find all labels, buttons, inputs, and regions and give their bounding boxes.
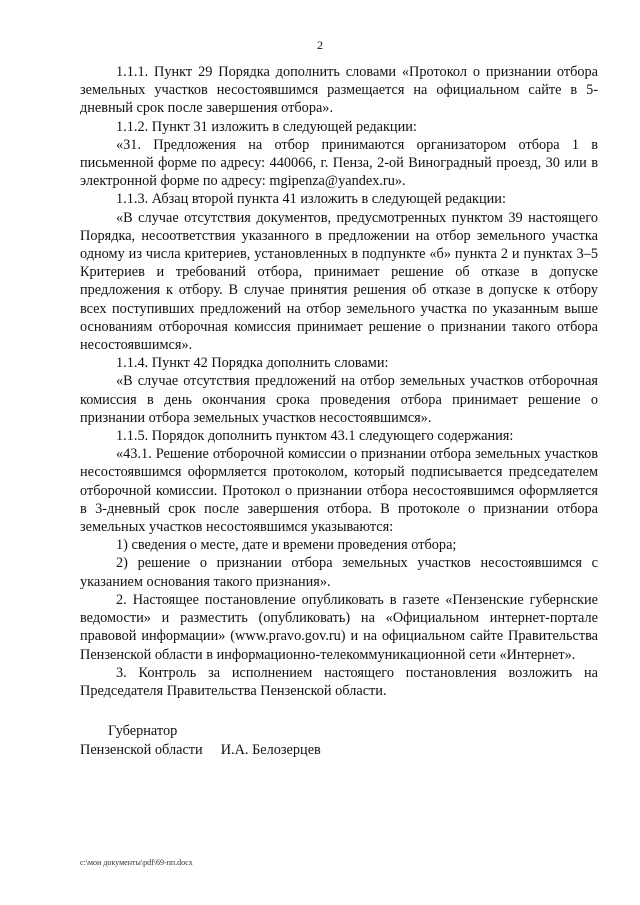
paragraph-point-43-1: «43.1. Решение отборочной комиссии о признании отбора земельных участков несостоявшимся оформляется протоколом, который подписывается председателем отборочной комиссии. Протокол о признании отбора несостоявшимся оформляется в 3-дневный срок после завершения отбора. В протоколе о признании отбора земельных участков несостоявшимся указываются: bbox=[80, 446, 598, 536]
signature-title-line2: Пензенской области bbox=[80, 742, 203, 758]
paragraph-point-41: «В случае отсутствия документов, предусмотренных пунктом 39 настоящего Порядка, несоответствия указанного в предложении на отбор земельного участка одному из числа критериев, установленных в подпункте «б» пункта 2 и пунктах 3–5 Критериев и требований отбора, принимает решение об отказе в допуске предложения к отбору. В случае принятия решения об отказе в допуске к отбору всех поступивших предложений на отбор земельного участка по указанным выше основаниям отборочная комиссия принимает решение о признании такого отбора несостоявшимся». bbox=[80, 209, 598, 354]
paragraph-1-1-3: 1.1.3. Абзац второй пункта 41 изложить в следующей редакции: bbox=[116, 191, 506, 208]
document-body bbox=[80, 63, 598, 700]
signature-line2 bbox=[80, 741, 560, 760]
paragraph-point-42: «В случае отсутствия предложений на отбор земельных участков отборочная комиссия в день окончания срока проведения отбора принимает решение о признании отбора земельных участков несостоявшимся». bbox=[80, 373, 598, 426]
page-number: 2 bbox=[317, 38, 323, 52]
paragraph-1-1-5: 1.1.5. Порядок дополнить пунктом 43.1 следующего содержания: bbox=[116, 428, 514, 445]
paragraph-list-item-1: 1) сведения о месте, дате и времени проведения отбора; bbox=[116, 537, 457, 554]
paragraph-1-1-4: 1.1.4. Пункт 42 Порядка дополнить словами: bbox=[116, 355, 389, 372]
signature-block bbox=[80, 722, 560, 760]
paragraph-2-publication: 2. Настоящее постановление опубликовать в газете «Пензенские губернские ведомости» и разместить (опубликовать) на «Официальном интернет-портале правовой информации» (www.pravo.gov.ru) и на официальном сайте Правительства Пензенской области в информационно-телекоммуникационной сети «Интернет». bbox=[80, 591, 598, 663]
paragraph-list-item-2: 2) решение о признании отбора земельных участков несостоявшимся с указанием основания такого признания». bbox=[80, 555, 598, 590]
paragraph-3-control: 3. Контроль за исполнением настоящего постановления возложить на Председателя Правительства Пензенской области. bbox=[80, 664, 598, 699]
signatory-name: И.А. Белозерцев bbox=[220, 742, 321, 758]
paragraph-point-31: «31. Предложения на отбор принимаются организатором отбора 1 в письменной форме по адресу: 440066, г. Пенза, 2-ой Виноградный проезд, 30 или в электронной форме по адресу: mgipenza@yandex.ru». bbox=[80, 136, 598, 190]
paragraph-1-1-2: 1.1.2. Пункт 31 изложить в следующей редакции: bbox=[116, 118, 417, 135]
paragraph-1-1-1: 1.1.1. Пункт 29 Порядка дополнить словами «Протокол о признании отбора земельных участков несостоявшимся размещается на официальном сайте в 5-дневный срок после завершения отбора». bbox=[80, 64, 598, 117]
footer-file-path: c:\мои документы\pdf\69-пп.docx bbox=[80, 858, 193, 867]
signature-title-line1: Губернатор bbox=[108, 723, 178, 739]
